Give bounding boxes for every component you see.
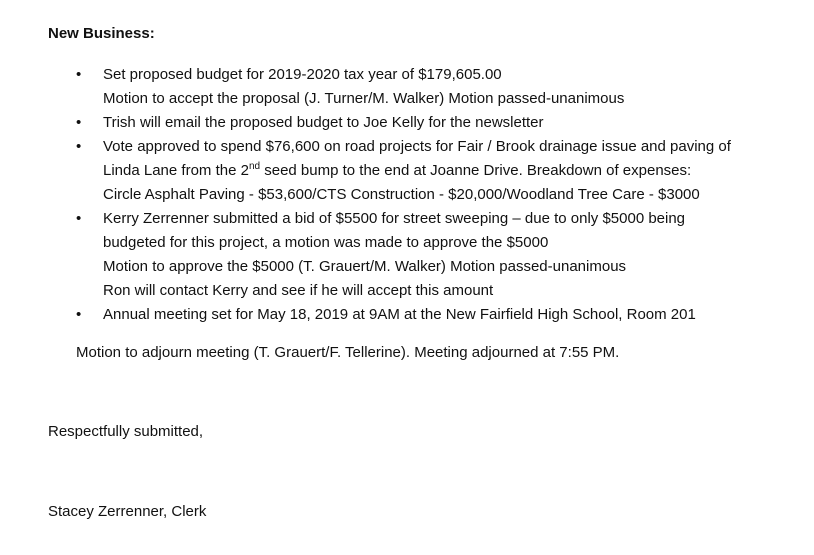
item-text: Ron will contact Kerry and see if he will accept this amount (103, 282, 494, 299)
item-text: Trish will email the proposed budget to Joe Kelly for the newsletter (103, 114, 544, 131)
bullet-icon: • (76, 306, 82, 323)
item-text: Circle Asphalt Paving - $53,600/CTS Construction - $20,000/Woodland Tree Care - $3000 (103, 186, 700, 203)
item-text: seed bump to the end at Joanne Drive. Breakdown of expenses: (260, 162, 692, 179)
bullet-icon: • (76, 114, 82, 131)
list-item (0, 135, 814, 207)
signature-line: Stacey Zerrenner, Clerk (48, 503, 207, 520)
item-text: Annual meeting set for May 18, 2019 at 9AM at the New Fairfield High School, Room 201 (103, 306, 696, 323)
list-item (0, 303, 814, 327)
item-text: Set proposed budget for 2019-2020 tax year of $179,605.00 (103, 66, 502, 83)
adjourn-motion: Motion to adjourn meeting (T. Grauert/F. Tellerine). Meeting adjourned at 7:55 PM. (76, 344, 620, 361)
item-text-line (103, 159, 814, 183)
section-heading: New Business: (48, 25, 155, 42)
item-text: budgeted for this project, a motion was made to approve the $5000 (103, 234, 549, 251)
item-text: Motion to approve the $5000 (T. Grauert/M. Walker) Motion passed-unanimous (103, 258, 627, 275)
list-item (0, 63, 814, 111)
bullet-icon: • (76, 66, 82, 83)
closing-line: Respectfully submitted, (48, 423, 204, 440)
bullet-icon: • (76, 138, 82, 155)
item-text: Motion to accept the proposal (J. Turner/M. Walker) Motion passed-unanimous (103, 90, 625, 107)
list-item (0, 207, 814, 303)
item-text: Kerry Zerrenner submitted a bid of $5500 for street sweeping – due to only $5000 being (103, 210, 686, 227)
new-business-list (0, 63, 814, 327)
item-text: Linda Lane from the 2 (103, 162, 249, 179)
list-item (0, 111, 814, 135)
bullet-icon: • (76, 210, 82, 227)
item-text: Vote approved to spend $76,600 on road projects for Fair / Brook drainage issue and paving of (103, 138, 731, 155)
ordinal-suffix: nd (248, 161, 261, 172)
